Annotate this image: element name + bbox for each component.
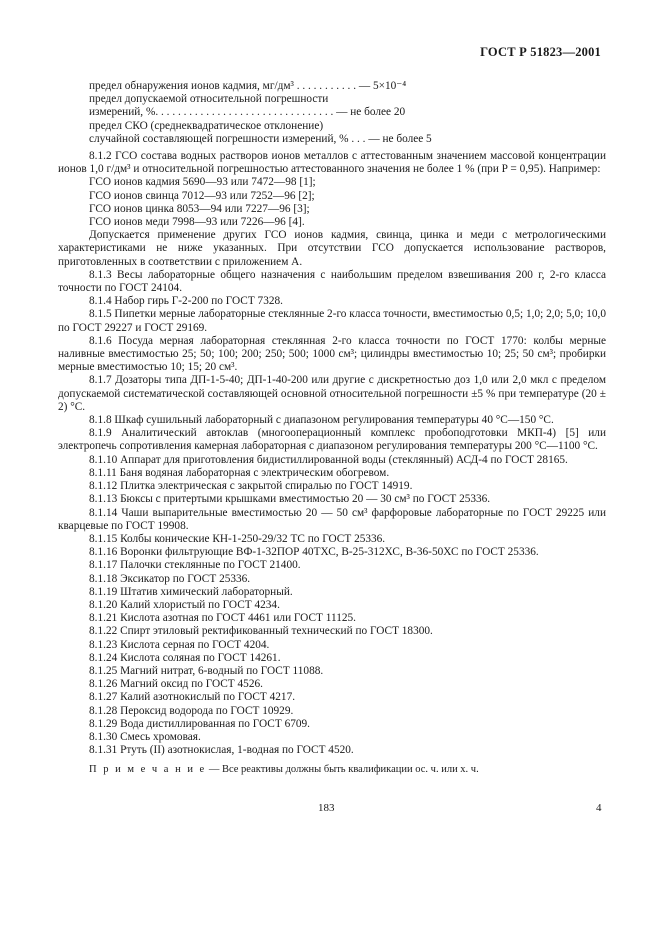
paragraph-8-1-19: 8.1.19 Штатив химический лабораторный. bbox=[89, 585, 293, 598]
paragraph-8-1-25: 8.1.25 Магний нитрат, 6-водный по ГОСТ 11088. bbox=[89, 664, 324, 677]
gso-item: ГСО ионов свинца 7012—93 или 7252—96 [2]; bbox=[89, 189, 315, 202]
paragraph-8-1-5: 8.1.5 Пипетки мерные лабораторные стеклянные 2-го класса точности, вместимостью 0,5; 1,0; 2,0; 5,0; 10,0 по ГОСТ 29227 и ГОСТ 29169. bbox=[58, 308, 607, 334]
paragraph-8-1-12: 8.1.12 Плитка электрическая с закрытой спиралью по ГОСТ 14919. bbox=[89, 480, 413, 493]
paragraph-8-1-14: 8.1.14 Чаши выпарительные вместимостью 20 — 50 см³ фарфоровые лабораторные по ГОСТ 29225 или кварцевые по ГОСТ 19908. bbox=[58, 506, 606, 532]
document-id: ГОСТ Р 51823—2001 bbox=[480, 45, 601, 59]
paragraph-8-1-24: 8.1.24 Кислота соляная по ГОСТ 14261. bbox=[89, 651, 281, 664]
spec-line: предел допускаемой относительной погрешности bbox=[89, 93, 329, 106]
paragraph-8-1-16: 8.1.16 Воронки фильтрующие ВФ-1-32ПОР 40ТХС, В-25-312ХС, В-36-50ХС по ГОСТ 25336. bbox=[89, 546, 539, 559]
spec-line: случайной составляющей погрешности измерений, % . . . — не более 5 bbox=[89, 132, 432, 145]
paragraph-8-1-29: 8.1.29 Вода дистиллированная по ГОСТ 6709. bbox=[89, 717, 310, 730]
paragraph-8-1-2: 8.1.2 ГСО состава водных растворов ионов металлов с аттестованным значением массовой концентрации ионов 1,0 г/дм³ и относительной погрешностью аттестованного значения не более 1 % (при P = 0,95). Например: bbox=[58, 150, 606, 176]
page-number: 183 bbox=[318, 802, 335, 814]
spec-line: предел СКО (среднеквадратическое отклонение) bbox=[89, 119, 324, 132]
paragraph-8-1-10: 8.1.10 Аппарат для приготовления бидистиллированной воды (стеклянный) АСД-4 по ГОСТ 28165. bbox=[89, 453, 568, 466]
paragraph-8-1-17: 8.1.17 Палочки стеклянные по ГОСТ 21400. bbox=[89, 559, 301, 572]
paragraph-8-1-6: 8.1.6 Посуда мерная лабораторная стеклянная 2-го класса точности по ГОСТ 1770: колбы мерные наливные вместимостью 25; 50; 100; 200; 250; 500; 1000 см³; цилиндры вместимостью 10; 25; 50 см³; пробирки мерные вместимостью 10; 15; 20 см³. bbox=[58, 334, 606, 374]
gso-item: ГСО ионов кадмия 5690—93 или 7472—98 [1]; bbox=[89, 176, 316, 189]
paragraph-8-1-26: 8.1.26 Магний оксид по ГОСТ 4526. bbox=[89, 678, 263, 691]
paragraph-8-1-3: 8.1.3 Весы лабораторные общего назначения с наибольшим пределом взвешивания 200 г, 2-го класса точности по ГОСТ 24104. bbox=[58, 268, 606, 295]
paragraph-8-1-21: 8.1.21 Кислота азотная по ГОСТ 4461 или ГОСТ 11125. bbox=[89, 612, 356, 625]
paragraph-8-1-18: 8.1.18 Эксикатор по ГОСТ 25336. bbox=[89, 572, 251, 585]
paragraph-8-1-7: 8.1.7 Дозаторы типа ДП-1-5-40; ДП-1-40-200 или другие с дискретностью доз 1,0 или 2,0 мкл с пределом допускаемой систематической составляющей основной относительной погрешности ±5 % при температуре (20 ± 2) °С. bbox=[58, 374, 606, 413]
paragraph-8-1-30: 8.1.30 Смесь хромовая. bbox=[89, 730, 201, 743]
paragraph-8-1-8: 8.1.8 Шкаф сушильный лабораторный с диапазоном регулирования температуры 40 °С—150 °С. bbox=[89, 414, 554, 427]
paragraph-8-1-27: 8.1.27 Калий азотнокислый по ГОСТ 4217. bbox=[89, 691, 296, 704]
spec-line: измерений, %. . . . . . . . . . . . . . . . . . . . . . . . . . . . . . . . — не более 20 bbox=[89, 106, 406, 119]
paragraph-8-1-15: 8.1.15 Колбы конические КН-1-250-29/32 ТС по ГОСТ 25336. bbox=[89, 532, 386, 545]
paragraph-allowance: Допускается применение других ГСО ионов кадмия, свинца, цинка и меди с метрологическими характеристиками не ниже указанных. При отсутствии ГСО допускается использование растворов, приготовленных в соответствии с приложением А. bbox=[58, 229, 606, 268]
paragraph-8-1-13: 8.1.13 Бюксы с притертыми крышками вместимостью 20 — 30 см³ по ГОСТ 25336. bbox=[89, 493, 491, 506]
document-body bbox=[58, 80, 606, 777]
paragraph-8-1-28: 8.1.28 Пероксид водорода по ГОСТ 10929. bbox=[89, 704, 294, 717]
page-footer bbox=[0, 802, 661, 816]
paragraph-8-1-11: 8.1.11 Баня водяная лабораторная с электрическим обогревом. bbox=[89, 466, 390, 479]
paragraph-8-1-31: 8.1.31 Ртуть (II) азотнокислая, 1-водная по ГОСТ 4520. bbox=[89, 744, 354, 757]
note bbox=[58, 763, 606, 776]
paragraph-8-1-9: 8.1.9 Аналитический автоклав (многооперационный комплекс пробоподготовки МКП-4) [5] или электропечь сопротивления камерная лабораторная с диапазоном регулирования температуры 200 °С—1100 °С. bbox=[58, 427, 606, 453]
gso-item: ГСО ионов цинка 8053—94 или 7227—96 [3]; bbox=[89, 202, 310, 215]
gso-item: ГСО ионов меди 7998—93 или 7226—96 [4]. bbox=[89, 216, 305, 229]
paragraph-8-1-22: 8.1.22 Спирт этиловый ректификованный технический по ГОСТ 18300. bbox=[89, 625, 433, 638]
spec-line: предел обнаружения ионов кадмия, мг/дм³ . . . . . . . . . . . — 5×10⁻⁴ bbox=[89, 80, 407, 92]
paragraph-8-1-4: 8.1.4 Набор гирь Г-2-200 по ГОСТ 7328. bbox=[89, 295, 283, 308]
paragraph-8-1-20: 8.1.20 Калий хлористый по ГОСТ 4234. bbox=[89, 598, 280, 611]
paragraph-8-1-23: 8.1.23 Кислота серная по ГОСТ 4204. bbox=[89, 638, 270, 651]
note-label: П р и м е ч а н и е bbox=[89, 764, 207, 776]
page-sequence: 4 bbox=[596, 802, 602, 814]
note-text: — Все реактивы должны быть квалификации ос. ч. или х. ч. bbox=[206, 764, 479, 776]
